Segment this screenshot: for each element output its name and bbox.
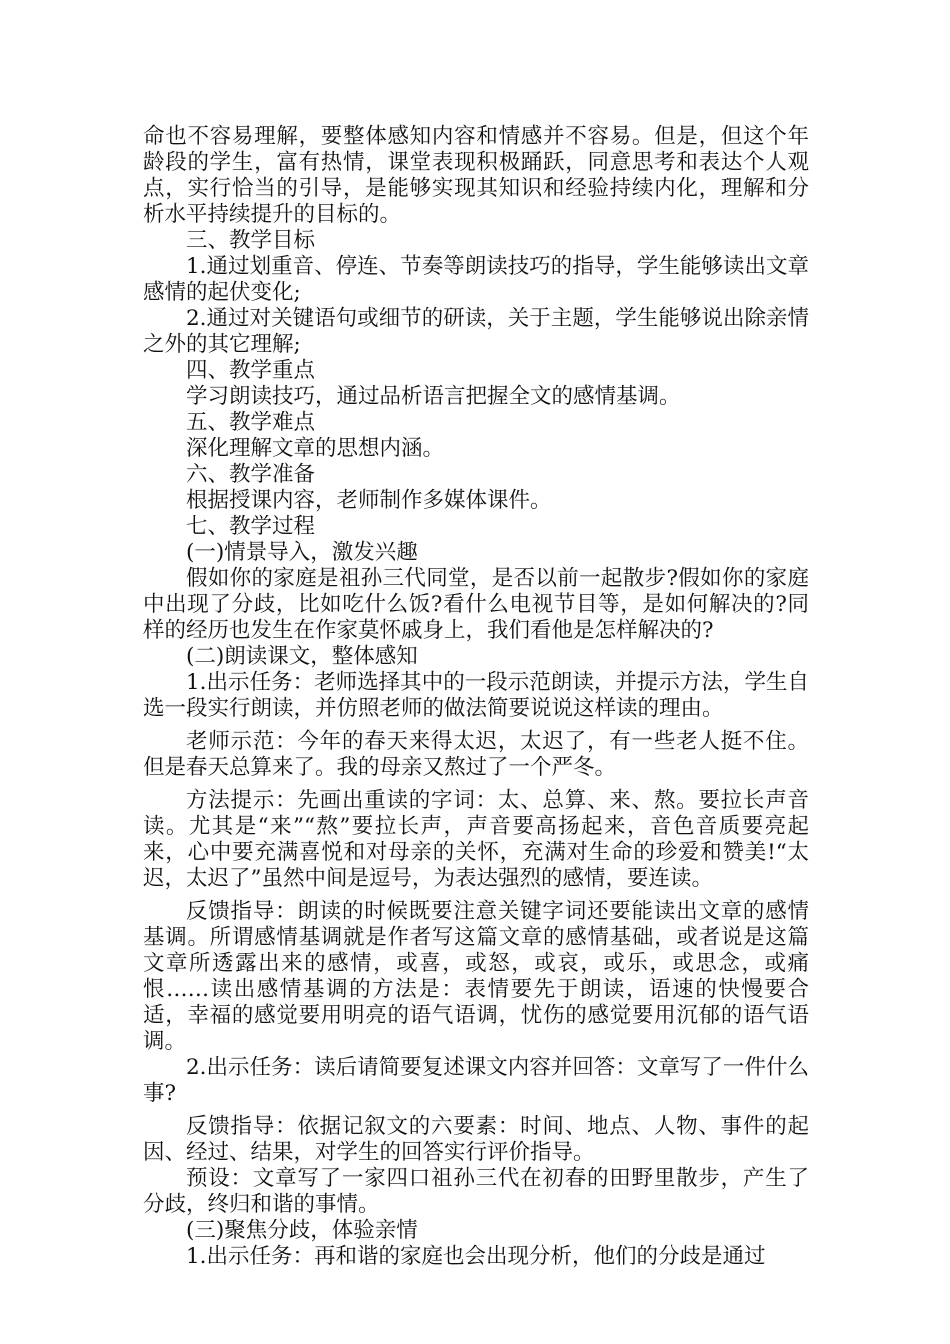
body-paragraph: 根据授课内容，老师制作多媒体课件。 <box>186 488 552 513</box>
body-paragraph: 深化理解文章的思想内涵。 <box>186 436 445 461</box>
document-page <box>143 124 809 1270</box>
goal-item-2: 2.通过对关键语句或细节的研读，关于主题，学生能够说出除亲情之外的其它理解; <box>143 306 809 357</box>
section-heading-teaching-goals: 三、教学目标 <box>186 228 316 253</box>
task-paragraph: 1.出示任务：老师选择其中的一段示范朗读，并提示方法，学生自选一段实行朗读，并仿照老师的做法简要说说这样读的理由。 <box>143 670 809 721</box>
section-heading-preparation: 六、教学准备 <box>186 462 316 487</box>
subsection-heading-3: (三)聚焦分歧，体验亲情 <box>186 1218 418 1243</box>
body-paragraph: 命也不容易理解，要整体感知内容和情感并不容易。但是，但这个年龄段的学生，富有热情，课堂表现积极踊跃，同意思考和表达个人观点，实行恰当的引导，是能够实现其知识和经验持续内化，理解和分析水平持续提升的目标的。 <box>143 124 809 227</box>
section-heading-difficulties: 五、教学难点 <box>186 410 316 435</box>
subsection-heading-2: (二)朗读课文，整体感知 <box>186 644 418 669</box>
section-heading-key-points: 四、教学重点 <box>186 358 316 383</box>
subsection-heading-1: (一)情景导入，激发兴趣 <box>186 540 418 565</box>
body-paragraph: 老师示范：今年的春天来得太迟，太迟了，有一些老人挺不住。但是春天总算来了。我的母亲又熬过了一个严冬。 <box>143 729 809 780</box>
section-heading-process: 七、教学过程 <box>186 514 316 539</box>
body-paragraph: 反馈指导：依据记叙文的六要素：时间、地点、人物、事件的起因、经过、结果，对学生的回答实行评价指导。 <box>143 1114 809 1165</box>
body-paragraph: 假如你的家庭是祖孙三代同堂，是否以前一起散步?假如你的家庭中出现了分歧，比如吃什么饭?看什么电视节目等，是如何解决的?同样的经历也发生在作家莫怀戚身上，我们看他是怎样解决的? <box>143 566 809 643</box>
body-paragraph: 预设：文章写了一家四口祖孙三代在初春的田野里散步，产生了分歧，终归和谐的事情。 <box>143 1166 809 1217</box>
task-paragraph: 2.出示任务：读后请简要复述课文内容并回答：文章写了一件什么事? <box>143 1055 809 1106</box>
task-paragraph: 1.出示任务：再和谐的家庭也会出现分析，他们的分歧是通过 <box>186 1244 766 1269</box>
body-paragraph: 反馈指导：朗读的时候既要注意关键字词还要能读出文章的感情基调。所谓感情基调就是作者写这篇文章的感情基础，或者说是这篇文章所透露出来的感情，或喜，或怒，或哀，或乐，或思念，或痛恨……读出感情基调的方法是：表情要先于朗读，语速的快慢要合适，幸福的感觉要用明亮的语气语调，忧伤的感觉要用沉郁的语气语调。 <box>143 899 809 1054</box>
body-paragraph: 方法提示：先画出重读的字词：太、总算、来、熬。要拉长声音读。尤其是“来”“熬”要拉长声，声音要高扬起来，音色音质要亮起来，心中要充满喜悦和对母亲的关怀，充满对生命的珍爱和赞美!“太迟，太迟了”虽然中间是逗号，为表达强烈的感情，要连读。 <box>143 788 809 891</box>
goal-item-1: 1.通过划重音、停连、节奏等朗读技巧的指导，学生能够读出文章感情的起伏变化; <box>143 254 809 305</box>
body-paragraph: 学习朗读技巧，通过品析语言把握全文的感情基调。 <box>186 384 681 409</box>
